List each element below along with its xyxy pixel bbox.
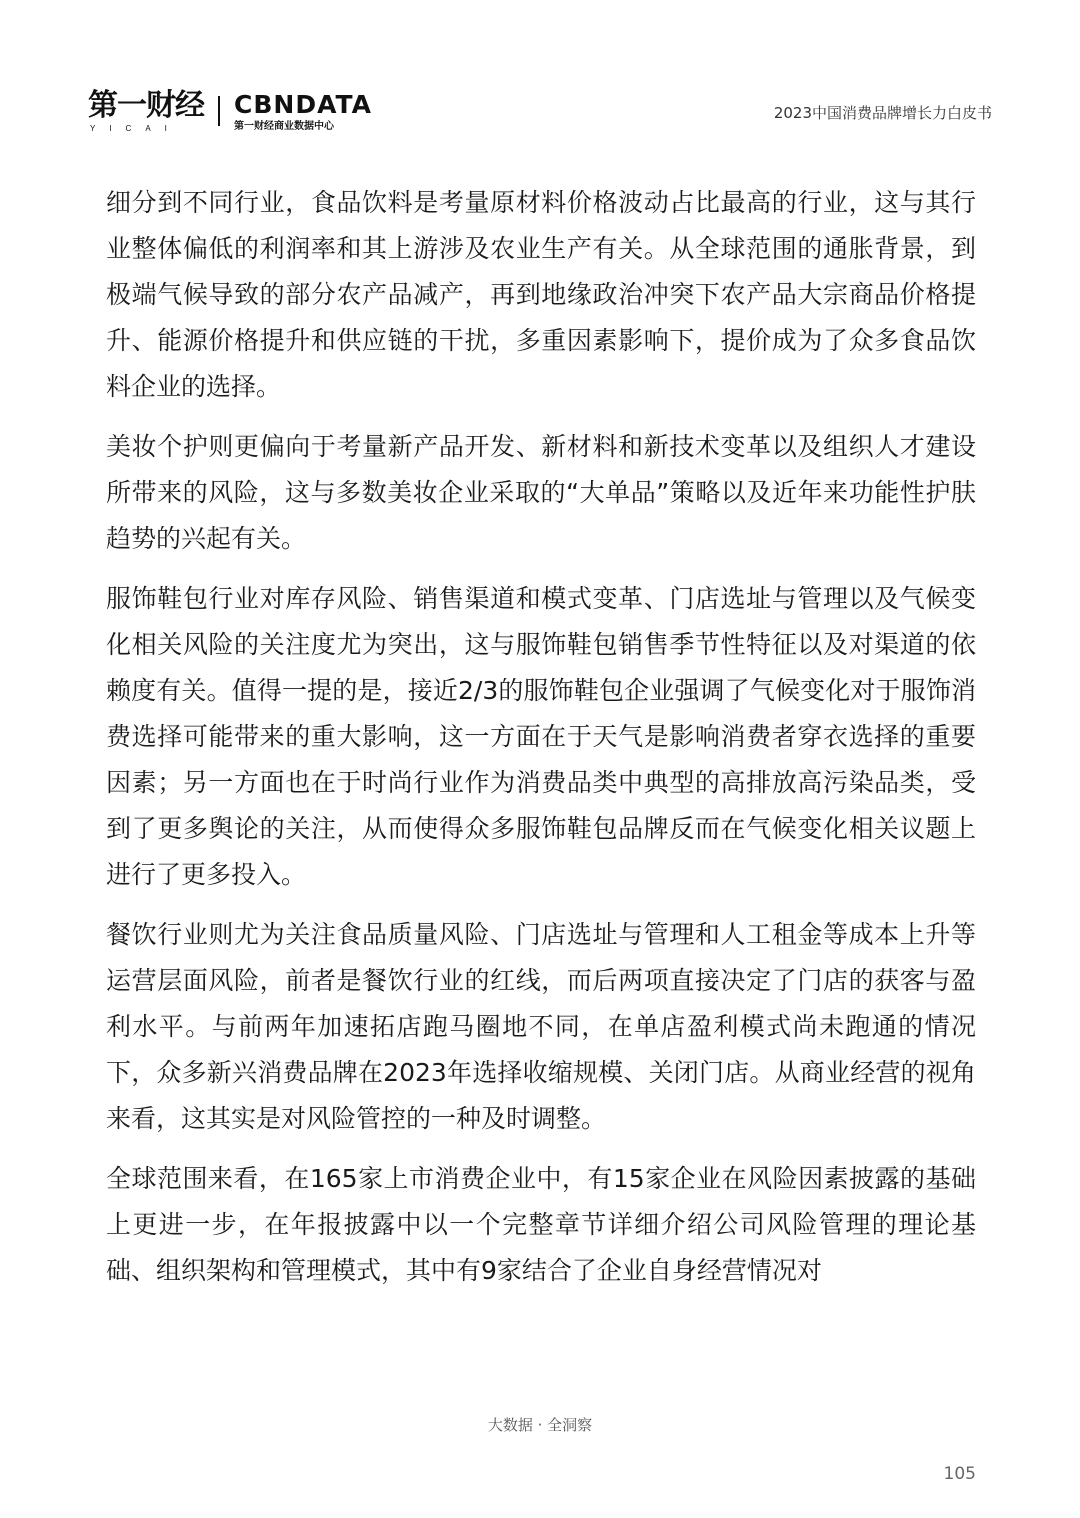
logo-divider [218,96,220,126]
paragraph-apparel: 服饰鞋包行业对库存风险、销售渠道和模式变革、门店选址与管理以及气候变化相关风险的关注度尤为突出，这与服饰鞋包销售季节性特征以及对渠道的依赖度有关。值得一提的是，接近2/3的服饰鞋包企业强调了气候变化对于服饰消费选择可能带来的重大影响，这一方面在于天气是影响消费者穿衣选择的重要因素；另一方面也在于时尚行业作为消费品类中典型的高排放高污染品类，受到了更多舆论的关注，从而使得众多服饰鞋包品牌反而在气候变化相关议题上进行了更多投入。 [106,584,976,889]
yicai-logo-subtext: YICAI [90,124,181,133]
yicai-logo-text: 第一财经 [88,88,204,123]
paragraph-beauty-care: 美妆个护则更偏向于考量新产品开发、新材料和新技术变革以及组织人才建设所带来的风险，这与多数美妆企业采取的“大单品”策略以及近年来功能性护肤趋势的兴起有关。 [106,432,976,553]
cbndata-logo-subtext: 第一财经商业数据中心 [234,121,334,132]
brand-logos [88,90,372,140]
page-header [88,90,992,140]
page-number: 105 [943,1464,976,1484]
paragraph-food-beverage: 细分到不同行业，食品饮料是考量原材料价格波动占比最高的行业，这与其行业整体偏低的利润率和其上游涉及农业生产有关。从全球范围的通胀背景，到极端气候导致的部分农产品减产，再到地缘政治冲突下农产品大宗商品价格提升、能源价格提升和供应链的干扰，多重因素影响下，提价成为了众多食品饮料企业的选择。 [106,188,976,401]
yicai-logo [88,90,204,133]
footer-tagline: 大数据 · 全洞察 [487,1416,593,1434]
paragraph-global: 全球范围来看，在165家上市消费企业中，有15家企业在风险因素披露的基础上更进一步，在年报披露中以一个完整章节详细介绍公司风险管理的理论基础、组织架构和管理模式，其中有9家结合了企业自身经营情况对 [106,1164,976,1285]
paragraph-catering: 餐饮行业则尤为关注食品质量风险、门店选址与管理和人工租金等成本上升等运营层面风险，前者是餐饮行业的红线，而后两项直接决定了门店的获客与盈利水平。与前两年加速拓店跑马圈地不同，在单店盈利模式尚未跑通的情况下，众多新兴消费品牌在2023年选择收缩规模、关闭门店。从商业经营的视角来看，这其实是对风险管控的一种及时调整。 [106,920,976,1133]
cbndata-logo-text: CBNDATA [234,90,372,119]
cbndata-logo [234,90,372,133]
report-title: 2023中国消费品牌增长力白皮书 [773,104,992,122]
body-text [106,180,976,1308]
